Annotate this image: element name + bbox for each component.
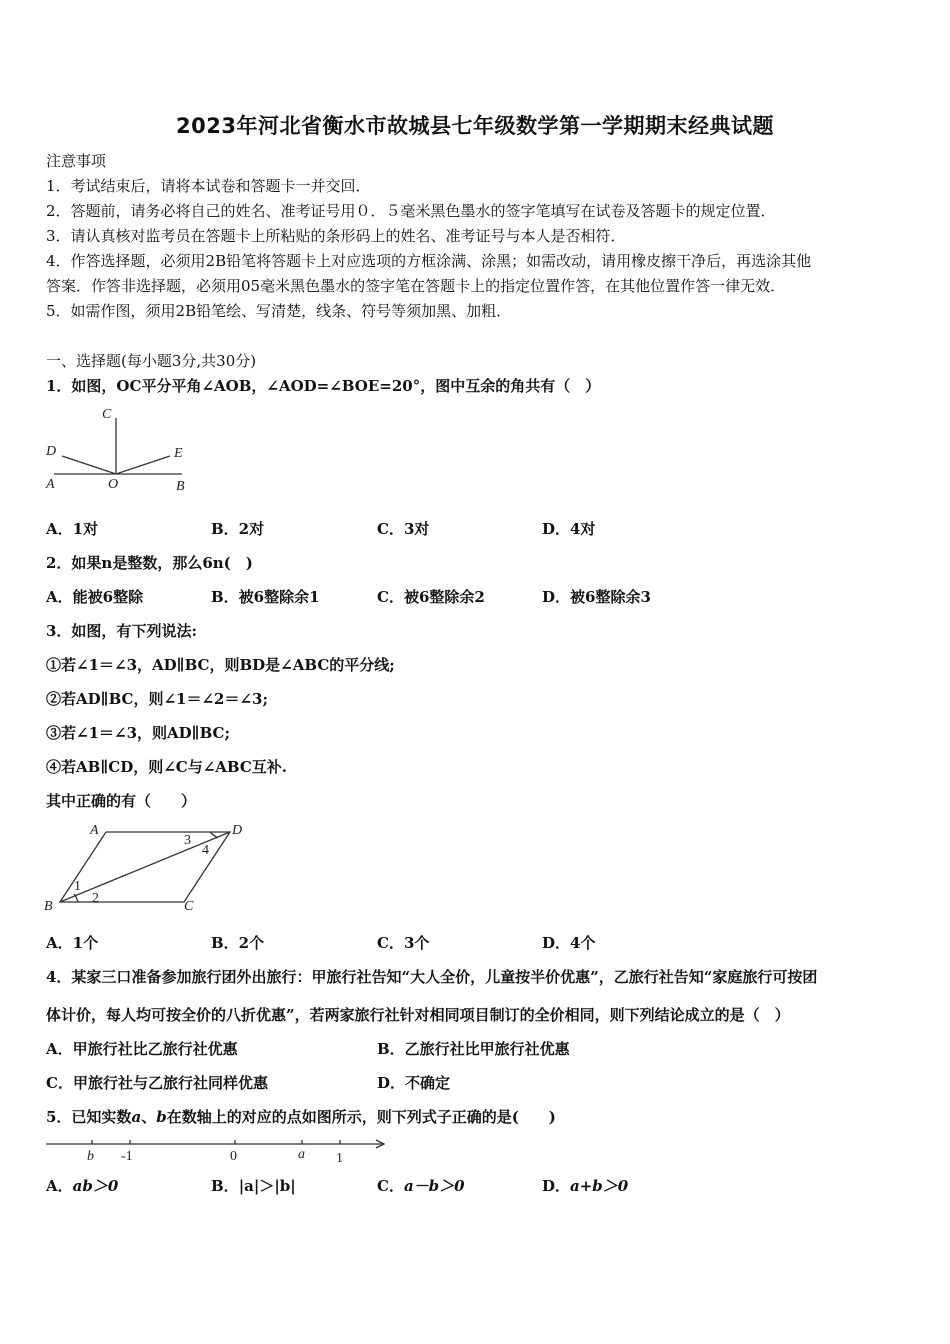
q1-label-d: D [46, 444, 57, 459]
q3-statement: ④若AB∥CD，则∠C与∠ABC互补. [46, 758, 288, 776]
q3-ask: 其中正确的有（ ） [46, 792, 197, 810]
notice-item: 1．考试结束后，请将本试卷和答题卡一并交回． [46, 177, 371, 195]
q5-option-letter: D． [542, 1177, 571, 1195]
q1-label-b: B [176, 479, 185, 494]
q2-option-d: D．被6整除余3 [542, 588, 651, 606]
notice-item: 4．作答选择题，必须用2B铅笔将答题卡上对应选项的方框涂满、涂黑；如需改动，请用橡皮擦干净后，再选涂其他 [46, 252, 812, 270]
q5-option-expr: |a|＞|b| [238, 1177, 296, 1195]
notice-item: 5．如需作图，须用2B铅笔绘、写清楚，线条、符号等须加黑、加粗． [46, 302, 512, 320]
q3-label-b: B [44, 899, 53, 914]
q5-var-a: a [131, 1108, 142, 1126]
q3-statement: ①若∠1＝∠3，AD∥BC，则BD是∠ABC的平分线; [46, 656, 395, 674]
q1-option-b: B．2对 [211, 520, 265, 538]
q3-parallelogram-figure [40, 816, 260, 916]
q5-number-line [40, 1132, 400, 1168]
q5-var-b: b [156, 1108, 167, 1126]
q5-option-expr: a+b＞0 [570, 1177, 629, 1195]
q5-option-letter: A． [46, 1177, 73, 1195]
q1-label-c: C [102, 407, 112, 422]
q5-option-c [377, 1176, 465, 1196]
q3-statement: ③若∠1＝∠3，则AD∥BC; [46, 724, 231, 742]
q5-option-expr: ab＞0 [72, 1177, 119, 1195]
q3-stem: 3．如图，有下列说法: [46, 622, 197, 640]
q5-option-letter: B． [211, 1177, 239, 1195]
q5-axis-zero: 0 [230, 1149, 237, 1164]
q3-label-d: D [232, 823, 243, 838]
q3-label-1: 1 [74, 879, 81, 894]
q5-axis-a: a [298, 1147, 305, 1162]
q4-stem-line1: 4．某家三口准备参加旅行团外出旅行：甲旅行社告知“大人全价，儿童按半价优惠”，乙旅行社告知“家庭旅行可按团 [46, 968, 818, 986]
q1-label-a: A [46, 477, 55, 492]
q5-stem [46, 1107, 556, 1127]
q5-option-b [211, 1176, 296, 1196]
q3-label-2: 2 [92, 891, 99, 906]
q1-label-e: E [174, 446, 183, 461]
q4-option-c: C．甲旅行社与乙旅行社同样优惠 [46, 1074, 268, 1092]
notice-heading: 注意事项 [46, 152, 107, 170]
q5-option-d [542, 1176, 628, 1196]
q2-stem: 2．如果n是整数，那么6n( ) [46, 554, 253, 572]
q1-label-o: O [108, 477, 119, 492]
q5-option-a [46, 1176, 118, 1196]
section-heading: 一、选择题(每小题3分,共30分) [46, 352, 257, 370]
q4-option-a: A．甲旅行社比乙旅行社优惠 [46, 1040, 238, 1058]
q3-label-3: 3 [184, 833, 191, 848]
notice-item: 3．请认真核对监考员在答题卡上所粘贴的条形码上的姓名、准考证号与本人是否相符． [46, 227, 626, 245]
q4-option-b: B．乙旅行社比甲旅行社优惠 [377, 1040, 570, 1058]
q3-option-b: B．2个 [211, 934, 265, 952]
q1-option-d: D．4对 [542, 520, 596, 538]
q5-sep: 、 [141, 1108, 157, 1126]
q3-option-d: D．4个 [542, 934, 596, 952]
q2-option-a: A．能被6整除 [46, 588, 144, 606]
q1-option-a: A．1对 [46, 520, 99, 538]
q1-option-c: C．3对 [377, 520, 430, 538]
q5-axis-one: 1 [336, 1151, 343, 1166]
q3-option-a: A．1个 [46, 934, 99, 952]
q3-label-4: 4 [202, 843, 209, 858]
q5-option-expr: a－b＞0 [403, 1177, 465, 1195]
q4-stem-line2: 体计价，每人均可按全价的八折优惠”，若两家旅行社针对相同项目制订的全价相同，则下列结论成立的是（ ） [46, 1006, 790, 1024]
q5-stem-pre: 5．已知实数 [46, 1108, 132, 1126]
q2-option-c: C．被6整除余2 [377, 588, 485, 606]
q3-statement: ②若AD∥BC，则∠1＝∠2＝∠3; [46, 690, 269, 708]
q3-label-a: A [90, 823, 99, 838]
q5-option-letter: C． [377, 1177, 404, 1195]
notice-item: 2．答题前，请务必将自己的姓名、准考证号用０．５毫米黑色墨水的签字笔填写在试卷及答题卡的规定位置． [46, 202, 776, 220]
q5-stem-post: 在数轴上的对应的点如图所示，则下列式子正确的是( ) [166, 1108, 556, 1126]
q3-option-c: C．3个 [377, 934, 430, 952]
q5-axis-b: b [87, 1149, 94, 1164]
q5-axis-minus1: -1 [121, 1149, 133, 1164]
notice-item: 答案．作答非选择题，必须用05毫米黑色墨水的签字笔在答题卡上的指定位置作答，在其他位置作答一律无效． [46, 277, 786, 295]
q1-stem: 1．如图，OC平分平角∠AOB，∠AOD=∠BOE=20°，图中互余的角共有（ ） [46, 377, 601, 395]
page-title: 2023年河北省衡水市故城县七年级数学第一学期期末经典试题 [176, 114, 774, 138]
q1-angle-figure [40, 404, 200, 496]
q2-option-b: B．被6整除余1 [211, 588, 320, 606]
q3-label-c: C [184, 899, 194, 914]
q4-option-d: D．不确定 [377, 1074, 451, 1092]
